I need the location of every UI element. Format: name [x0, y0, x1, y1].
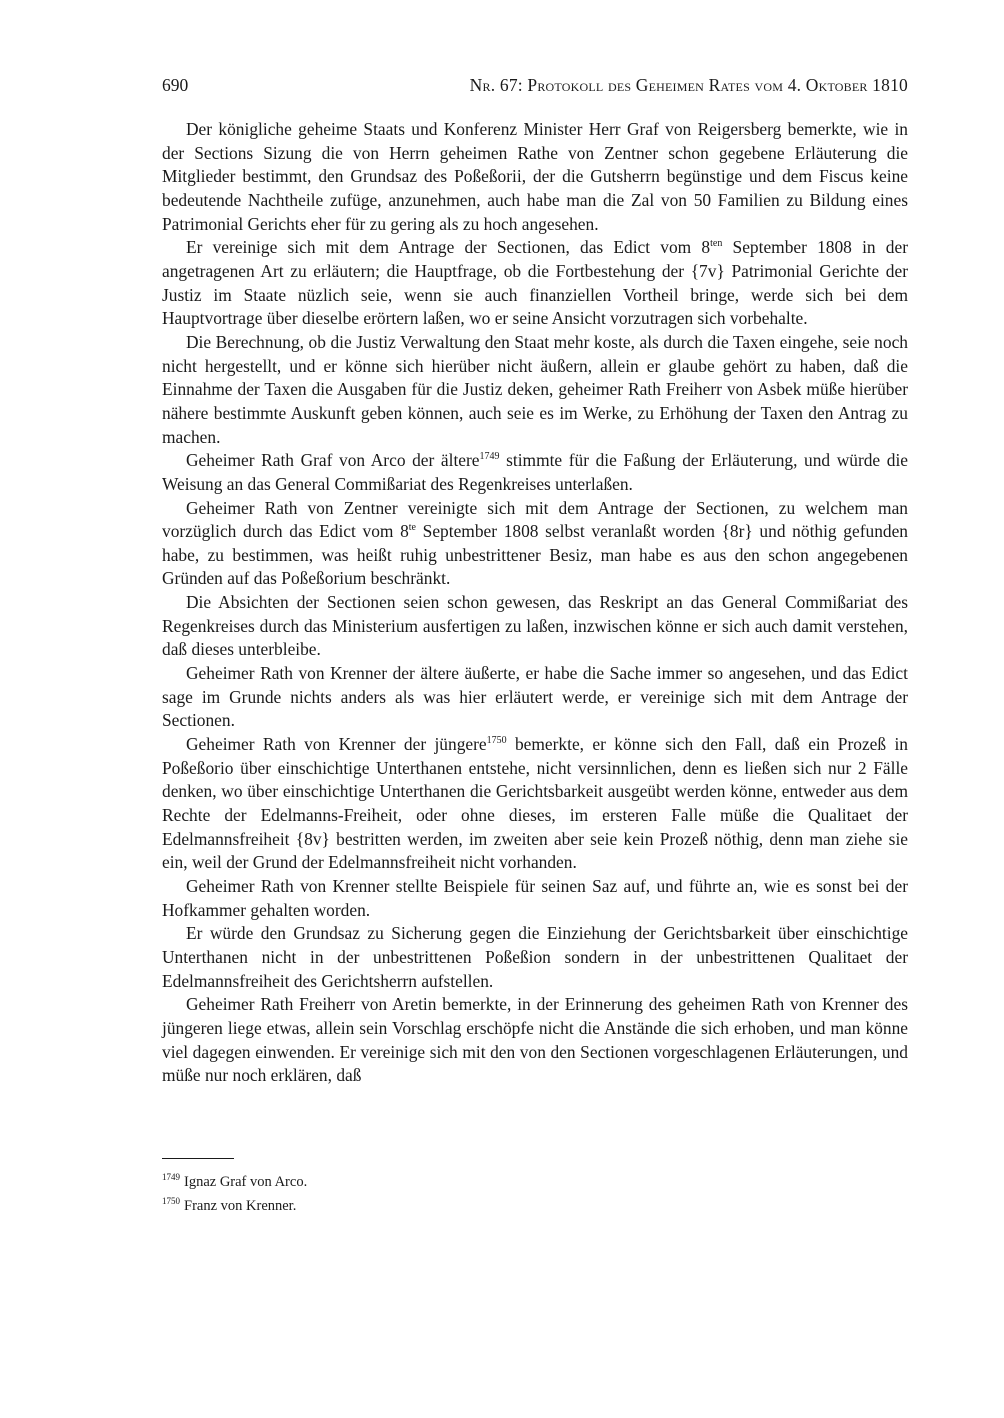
paragraph-text: Die Berechnung, ob die Justiz Verwaltung den Staat mehr koste, als durch die Taxen eingehe, seie noch nicht hergestellt, und er könne sich hierüber nicht äußern, allein er glaube gehört zu haben, daß die Einnahme der Taxen die Ausgaben für die Justiz deken, geheimer Rath Freiherr von Asbek müße hierüber nähere bestimmte Auskunft geben können, auch seie es im Werke, zu Erhöhung der Taxen den Antrag zu machen.	[162, 331, 908, 447]
paragraph-11	[162, 993, 908, 1088]
paragraph-4	[162, 449, 908, 496]
paragraph-text: Er würde den Grundsaz zu Sicherung gegen die Einziehung der Gerichtsbarkeit über einschichtige Unterthanen nicht in der unbestrittenen Poßeßion sondern in der unbestrittenen Qualitaet der Edelmannsfreiheit des Gerichtsherrn aufstellen.	[162, 923, 908, 991]
page-number: 690	[162, 75, 189, 95]
superscript: ten	[710, 238, 723, 250]
paragraph-1	[162, 118, 908, 236]
paragraph-text: Geheimer Rath von Zentner vereinigte sich mit dem Antrage der Sectionen, zu welchem man vorzüglich durch das Edict vom 8	[162, 497, 908, 542]
paragraph-text: September 1808 in der angetragenen Art zu erläutern; die Hauptfrage, ob die Fortbestehung der {7v} Patrimonial Gerichte der Justiz im Staate nüzlich seie, wenn sie auch finanziellen Vortheil bringe, werde sich bei dem Hauptvortrage über dieselbe erörtern laßen, wo er seine Ansicht vorzutragen sich vorbehalte.	[162, 237, 908, 329]
footnote-ref-1749[interactable]: 1749	[479, 451, 500, 463]
footnote-number: 1749	[162, 1172, 180, 1182]
footnote-text: Franz von Krenner.	[184, 1198, 297, 1214]
paragraph-text: Geheimer Rath von Krenner der jüngere	[186, 734, 487, 755]
paragraph-7	[162, 662, 908, 733]
superscript: te	[408, 522, 416, 534]
paragraph-text: Er vereinige sich mit dem Antrage der Sectionen, das Edict vom 8	[186, 237, 711, 258]
paragraph-9	[162, 875, 908, 922]
paragraph-text: Geheimer Rath von Krenner stellte Beispiele für seinen Saz auf, und führte an, wie es sonst bei der Hofkammer gehalten worden.	[162, 876, 908, 920]
footnote-ref-1750[interactable]: 1750	[486, 735, 507, 747]
paragraph-text: stimmte für die Faßung der Erläuterung, und würde die Weisung an das General Commißariat des Regenkreises unterlaßen.	[162, 450, 908, 494]
paragraph-5	[162, 497, 908, 592]
paragraph-text: bemerkte, er könne sich den Fall, daß ein Prozeß in Poßeßorio über einschichtige Unterthanen entstehe, nicht versinnlichen, denn es ließen sich nur 2 Fälle denken, wo über einschichtige Unterthanen die Gerichtsbarkeit ausgeübt werden könne, entweder aus dem Rechte der Edelmanns-Freiheit, oder ohne dieses, im ersteren Falle müße die Qualitaet der Edelmannsfreiheit {8v} bestritten werden, im zweiten aber seie kein Prozeß nöthig, denn man ziehe sie ein, weil der Grund der Edelmannsfreiheit nicht vorhanden.	[162, 734, 908, 873]
paragraph-8	[162, 733, 908, 875]
footnote-1750	[162, 1194, 908, 1218]
paragraph-text: September 1808 selbst veranlaßt worden {8r} und nöthig gefunden habe, zu bestimmen, was heißt ruhig unbestrittener Besiz, man habe es aus den schon angegebenen Gründen auf das Poßeßorium beschränkt.	[162, 521, 908, 589]
paragraph-text: Geheimer Rath Freiherr von Aretin bemerkte, in der Erinnerung des geheimen Rath von Krenner des jüngeren liege etwas, allein sein Vorschlag erschöpfe nicht die Anstände die sich erhoben, und man könne viel dagegen einwenden. Er vereinige sich mit den von den Sectionen vorgeschlagenen Erläuterungen, und müße nur noch erklären, daß	[162, 994, 908, 1086]
paragraph-3	[162, 331, 908, 449]
footnote-1749	[162, 1170, 908, 1194]
paragraph-2	[162, 236, 908, 331]
body-text	[162, 118, 908, 1088]
footnote-text: Ignaz Graf von Arco.	[184, 1174, 308, 1190]
footnote-number: 1750	[162, 1196, 180, 1206]
paragraph-text: Der königliche geheime Staats und Konferenz Minister Herr Graf von Reigersberg bemerkte, wie in der Sections Sizung die von Herrn geheimen Rathe von Zentner schon gegebene Erläuterung die Mitglieder bestimmt, den Grundsaz des Poßeßorii, der die Gutsherrn begünstige und dem Fiscus keine bedeutende Nachtheile zufüge, anzunehmen, auch habe man die Zal von 50 Familien zu Bildung eines Patrimonial Gerichts eher für zu gering als zu hoch angesehen.	[162, 119, 908, 234]
paragraph-10	[162, 922, 908, 993]
paragraph-text: Die Absichten der Sectionen seien schon gewesen, das Reskript an das General Commißariat des Regenkreises durch das Ministerium ausfertigen zu laßen, inzwischen könne er sich auch damit verstehen, daß dieses unterbleibe.	[162, 592, 908, 660]
footnotes	[162, 1170, 908, 1218]
footnote-divider	[162, 1158, 234, 1159]
running-head: Nr. 67: Protokoll des Geheimen Rates vom 4. Oktober 1810	[469, 75, 908, 95]
paragraph-text: Geheimer Rath Graf von Arco der ältere	[186, 450, 480, 471]
paragraph-text: Geheimer Rath von Krenner der ältere äußerte, er habe die Sache immer so angesehen, und das Edict sage im Grunde nichts anders als was hier erläutert werde, er vereinige sich mit dem Antrage der Sectionen.	[162, 663, 908, 731]
paragraph-6	[162, 591, 908, 662]
